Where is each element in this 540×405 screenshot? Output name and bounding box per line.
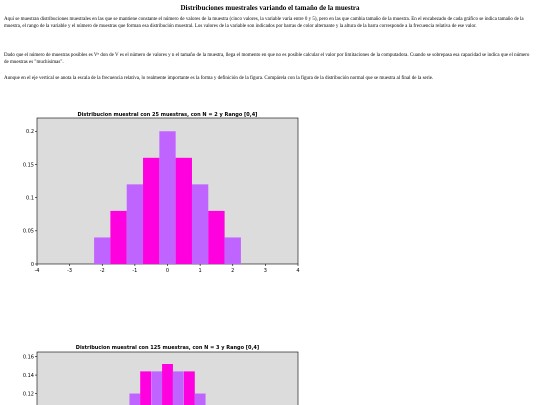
bar: [184, 371, 195, 405]
page-title: Distribuciones muestrales variando el tamaño de la muestra: [180, 4, 360, 12]
chart-title: Distribucion muestral con 125 muestras, con N = 3 y Rango [0,4]: [75, 345, 260, 351]
bar: [151, 371, 162, 405]
y-tick-label: 0.15: [22, 162, 34, 169]
chart-title: Distribucion muestral con 25 muestras, con N = 2 y Rango [0,4]: [77, 112, 258, 118]
bar: [162, 364, 173, 405]
bar: [127, 184, 143, 264]
x-tick-label: -1: [132, 268, 138, 274]
y-tick-label: 0.12: [22, 391, 34, 398]
chart-25-samples: [0, 100, 540, 280]
bar: [176, 158, 192, 264]
chart-125-samples: [0, 338, 540, 405]
x-tick-label: -4: [34, 268, 40, 274]
bar: [140, 371, 151, 405]
y-tick-label: 0.2: [26, 129, 34, 136]
bar: [173, 371, 184, 405]
y-tick-label: 0.1: [26, 195, 34, 202]
bar: [195, 394, 206, 405]
x-tick-label: 4: [296, 268, 300, 274]
y-tick-label: 0.14: [22, 372, 34, 379]
samples-paragraph: Dado que el número de muestras posibles es Vⁿ don de V es el número de valores y n el tamaño de la muestra, llega el momento en que no es posible calcular el valor por limitaciones de la computadora. Cuando se sobrepasa esa capacidad se indica que el número de muestras es "muchisimas".: [4, 53, 530, 65]
bar: [208, 211, 224, 264]
x-tick-label: -3: [67, 268, 73, 274]
bar: [192, 184, 208, 264]
x-tick-label: 2: [231, 268, 235, 274]
bar: [129, 394, 140, 405]
x-tick-label: -2: [99, 268, 105, 274]
bar: [94, 237, 110, 264]
y-tick-label: 0: [30, 261, 34, 268]
y-tick-label: 0.16: [22, 354, 34, 361]
x-tick-label: 0: [165, 268, 170, 274]
bar: [159, 131, 175, 264]
bar: [143, 158, 159, 264]
x-tick-label: 3: [263, 268, 267, 274]
y-tick-label: 0.05: [22, 228, 34, 235]
bar: [110, 211, 126, 264]
x-tick-label: 1: [198, 268, 202, 274]
bar: [225, 237, 241, 264]
intro-paragraph: Aquí se muestran distribuciones muestrales en las que se mantiene constante el número de valores de la muestra (cinco valores, la variable varía entre 0 y 5), pero en las que cambia tamaño de la muestra. En el encabezado de cada gráfico se indica tamaño de la muestra, el rango de la variable y el número de muestras que forman esa distribución muestral. Los valores de la variable son indicados por barras de color alternante y la altura de la barra corresponde a la frecuencia relativa de ese valor.: [4, 17, 524, 29]
axis-note-paragraph: Aunque en el eje vertical se anota la escala de la frecuencia relativa, lo realmente importante es la forma y definición de la figura. Compárela con la figura de la distribución normal que se muestra al final de la serie.: [4, 76, 434, 81]
